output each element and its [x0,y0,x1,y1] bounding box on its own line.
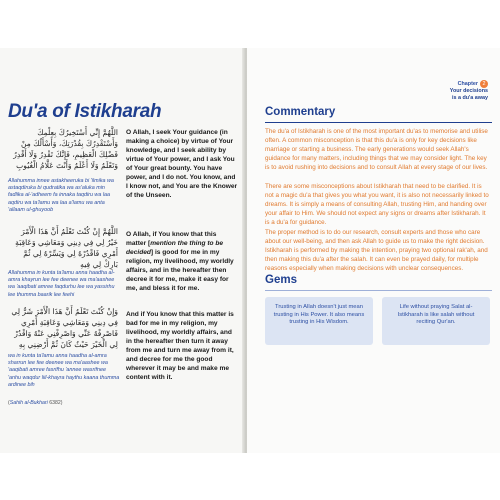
chapter-subtitle-2: is a du'a away [451,94,488,101]
left-page [0,48,244,453]
transliteration-2: Allahumma in kunta ta'lamu anna haadha al-amra khayrun lee fee deenee wa ma'aashee wa 'aaqibati amree faqdurhu lee wa yassirhu lee thumma baarik lee feehi [8,270,115,298]
chapter-subtitle-1: Your decisions [449,88,488,94]
hadith-reference [8,400,63,406]
reference-source: Sahih al-Bukhari [9,400,48,406]
commentary-heading: Commentary [265,106,336,118]
translation-2-end: ] is good for me in my religion, my livelihood, my worldly affairs, and in the hereafter then decree it for me, make it easy for me, and bless it for me. [126,249,234,292]
translation-2 [126,230,238,293]
translation-2-instruction: mention the thing to be decided [126,240,224,256]
book-spread [0,48,500,453]
commentary-paragraph-3: The proper method is to do our research, consult experts and those who care about our well-being, and then ask Allah to guide us to make the right decision. Istikharah is performed by making the intention, praying two optional rak'ah, and then making this du'a after the salah. It can even be prayed daily, for multiple reasons especially when making decisions with unclear consequences. [265,229,488,272]
translation-2-start: O Allah, if You know that this matter [ [126,231,217,247]
transliteration-3: wa in kunta ta'lamu anna haadha al-amra sharrun lee fee deenee wa ma'aashee wa 'aaqibati amree fasrifhu 'annee wasrifnee 'anhu waqdur liil-khayra haythu kaana thumma ardinee bih [8,353,120,388]
commentary-paragraph-2: There are some misconceptions about Istikharah that need to be clarified. It is not a magic du'a that gives you what you want, it is also not necessarily linked to dreams. It is simply a means of consulting Allah, trusting Him, and handing over your affair to Him. We should not expect any signs or dreams after Istikharah. It is a du'a for guidance. [265,183,489,226]
chapter-label: Chapter [457,81,478,87]
transliteration-1: Allahumma innee astakheeruka bi 'ilmika wa astaqdiruka bi qudratika wa as'aluka min fadlika al-'adheem fa innaka taqdiru wa laa aqdiru wa ta'lamu wa laa a'lamu wa anta 'allaam ul-ghuyoob [8,178,114,213]
arabic-text-3: وَإِنْ كُنْتَ تَعْلَمُ أَنَّ هَذَا الْأَمْرَ شَرٌّ لِي فِي دِينِي وَمَعَاشِي وَعَاقِبَةِ أَمْرِي فَاصْرِفْهُ عَنِّي وَاصْرِفْنِي عَنْهُ وَاقْدُرْ لِي الْخَيْرَ حَيْثُ كَانَ ثُمَّ أَرْضِنِي بِهِ [11,307,118,349]
chapter-number-badge: 2 [480,80,488,88]
chapter-marker [450,80,488,102]
right-page [247,48,500,453]
arabic-text-1: اللَّهُمَّ إِنِّي أَسْتَخِيرُكَ بِعِلْمِكَ وَأَسْتَقْدِرُكَ بِقُدْرَتِكَ، وَأَسْأَلُكَ مِنْ فَضْلِكَ الْعَظِيمِ، فَإِنَّكَ تَقْدِرُ وَلَا أَقْدِرُ وَتَعْلَمُ وَلَا أَعْلَمُ وَأَنْتَ عَلَّامُ الْغُيُوبِ [13,128,118,170]
gem-box-2: Life without praying Salat al-Istikharah is like salah without reciting Qur'an. [382,297,490,345]
commentary-divider [265,122,492,123]
reference-number: 6382) [47,400,63,406]
translation-1: O Allah, I seek Your guidance (in making a choice) by virtue of Your knowledge, and I seek ability by virtue of Your power, and I ask You of Your great bounty. You have power, and I do not. You know, and I know not, and You are the Knower of the Unseen. [126,129,238,199]
commentary-paragraph-1: The du'a of Istikharah is one of the most important du'as to memorise and utilise often. A common misconception is that this du'a is only for key decisions like marriage or starting a business. The early generations would seek Allah's guidance for many matters, including things that we may consider light. The key is to avoid rushing into decisions and to consult Allah at every stage of our lives. [265,128,488,171]
gems-divider [265,290,492,291]
page-title: Du'a of Istikharah [8,101,162,122]
gems-heading: Gems [265,274,297,286]
translation-3: And if You know that this matter is bad for me in my religion, my livelihood, my worldly affairs, and in the hereafter then turn it away from me and turn me away from it, and decree for me the good wherever it may be and make me content with it. [126,311,234,381]
gem-box-1: Trusting in Allah doesn't just mean trusting in His Power. It also means trusting in His Wisdom. [265,297,373,345]
arabic-text-2: اللَّهُمَّ إِنْ كُنْتَ تَعْلَمُ أَنَّ هَذَا الْأَمْرَ خَيْرٌ لِي فِي دِينِي وَمَعَاشِي وَعَاقِبَةِ أَمْرِي فَاقْدُرْهُ لِي وَيَسِّرْهُ لِي ثُمَّ بَارِكْ لِي فِيهِ [15,227,118,269]
reference-prefix: ( [8,400,10,406]
